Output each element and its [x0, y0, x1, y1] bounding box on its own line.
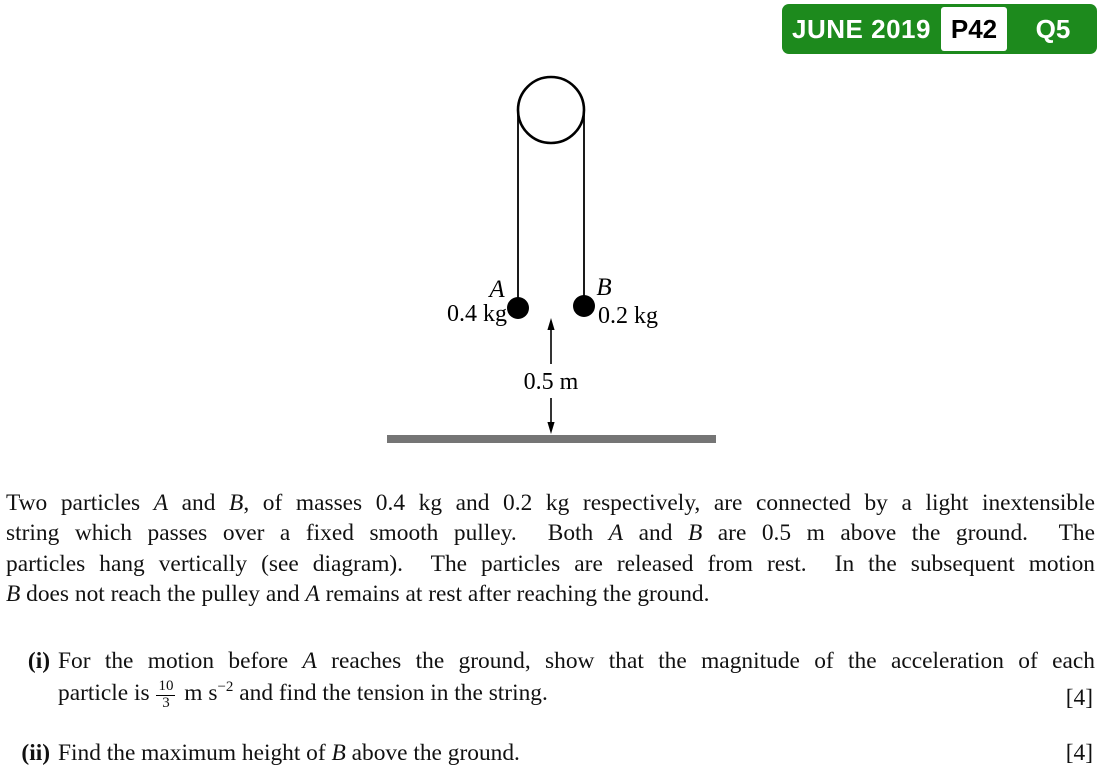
height-label: 0.5 m	[523, 369, 579, 395]
question-number-label: Q5	[1035, 13, 1071, 44]
pulley-wheel	[518, 77, 584, 143]
part-i-line-1: For the motion before A reaches the ground, show that the magnitude of the acceleration of each	[58, 648, 1095, 674]
particle-a-label: A	[489, 276, 505, 303]
part-ii-label: (ii)	[21, 740, 50, 766]
question-part-i	[6, 646, 1095, 716]
particle-a	[507, 297, 529, 319]
intro-line-4: B does not reach the pulley and A remains at rest after reaching the ground.	[6, 580, 710, 607]
mass-b-label: 0.2 kg	[598, 303, 658, 329]
paper-code-box	[941, 7, 1007, 51]
fraction-ten-thirds: $\frac{10}{3}$	[158, 677, 174, 712]
part-i-marks: [4]	[1065, 685, 1093, 711]
paper-code-label: P42	[950, 13, 998, 44]
question-part-ii	[6, 738, 1095, 766]
particle-b-label: B	[596, 274, 612, 301]
intro-line-1: Two particles A and B, of masses 0.4 kg and 0.2 kg respectively, are connected by a light inextensible	[6, 490, 1096, 516]
part-i-line-2: particle is $\frac{10}{3}$ m $s^{-2}$ and find the tension in the string. [4]	[58, 677, 1093, 712]
question-intro-paragraph	[6, 488, 1095, 609]
mass-a-label: 0.4 kg	[447, 301, 507, 327]
part-ii-marks: [4]	[1065, 740, 1093, 766]
intro-line-2: string which passes over a fixed smooth pulley. Both A and B are 0.5 m above the ground. The	[6, 520, 1096, 547]
paper-reference-badge	[782, 4, 1097, 54]
arrow-head-down-icon	[547, 422, 554, 434]
part-ii-line: Find the maximum height of B above the ground. [4]	[58, 740, 1093, 766]
session-label: JUNE 2019	[792, 13, 931, 44]
part-i-label: (i)	[27, 648, 50, 674]
pulley-diagram	[380, 60, 720, 450]
exponent: −2	[217, 679, 234, 696]
particle-b	[573, 295, 595, 317]
intro-line-3: particles hang vertically (see diagram). The particles are released from rest. In the subsequent motion	[6, 550, 1095, 577]
ground-bar	[387, 435, 716, 443]
